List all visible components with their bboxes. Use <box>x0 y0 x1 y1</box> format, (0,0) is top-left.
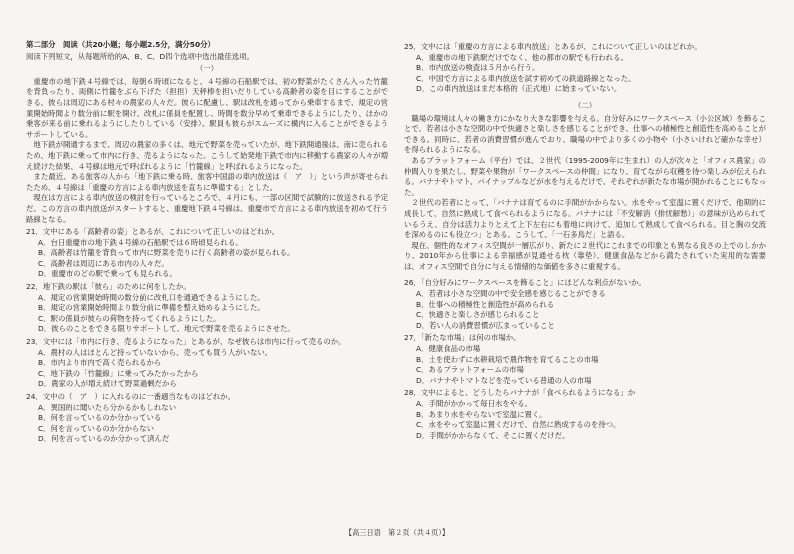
option: C．中国で方言による車内放送を試す初めての鉄道路線となった。 <box>416 73 636 83</box>
question-stem: 21．文中にある「高齢者の姿」とあるが、これについて正しいのはどれか。 <box>26 227 280 237</box>
option: B．何を言っているのか分かっている <box>38 413 162 423</box>
page-footer: 【高三日语 第２页（共４页）】 <box>344 528 450 537</box>
option: A．健康食品の市場 <box>416 344 481 354</box>
option: A．手間がかかって毎日水をやる。 <box>416 399 532 408</box>
question-21 <box>26 227 388 280</box>
passage-paragraph: あるプラットフォーム（平台）では、２世代（1995-2009年に生まれ）の人が次々と「オフィス農家」の仲間入りを果たし、野菜や果物が「ワークスペースの仲間」になり、育てながら収穫を待つ楽しみが伝えられる。バナナやトマト、パイナップルなどが水を与えるだけで、それぞれが新たな市場が開かれることにもなった。 <box>404 155 766 197</box>
option: C．あるプラットフォームの市場 <box>416 365 524 375</box>
question-stem: 25．文中には「重慶の方言による車内放送」とあるが、これについて正しいのはどれか。 <box>404 42 702 51</box>
passage-paragraph: 現在は方言による車内放送の検討を行っているところで、４月にも、一部の区間で試験的に放送される予定だ。この方言の車内放送がスタートすると、重慶地下鉄４号線は、重慶市で方言による車内放送を初めて行う路線となる。 <box>26 193 388 224</box>
instruction: 阅读下列短文，从每题所给的A、B、C、D四个选项中选出最佳选项。 <box>26 51 254 61</box>
question-stem: 27．「新たな市場」は何の市場か。 <box>404 333 521 343</box>
question-stem: 23．文中には「市内に行き、売るようになった」とあるが、なぜ彼らは市内に行って売るのか。 <box>26 337 346 347</box>
option: A．農村の人はほとんど持っていないから、売っても買う人がいない。 <box>38 347 273 357</box>
question-26 <box>404 278 766 331</box>
option: D．手間がかからなくて、そこに置くだけだ。 <box>416 430 570 440</box>
question-24 <box>26 392 388 445</box>
option: B．市内より市内で高く売られるから <box>38 358 162 368</box>
passage-paragraph: また最近、ある旅客の人から「地下鉄に乗る時、旅客中国語の車内放送は（ ア ）」という声が寄せられたため、４号線は「重慶の方言による車内放送を直ちに準備する」とした。 <box>26 172 388 192</box>
left-column <box>26 40 388 520</box>
option: A．異国的に聞いたら分かるかもしれない <box>38 402 177 412</box>
passage-paragraph: 現在、個性的なオフィス空間が一層広がり、新たに２世代にこれまでの印象とも異なる良さの上でのしかかり、2010年から仕事による幸福感が見通せる枕（靠垫）、健康食品などから満たされていた実用的な需要は、オフィス空間で自分に与える情緒的な価値を多さに重視する。 <box>404 240 766 271</box>
question-stem: 22．地下鉄の駅は「彼ら」のために何をしたか。 <box>26 282 191 292</box>
question-27 <box>404 333 766 386</box>
question-23 <box>26 337 388 390</box>
option: C．何を言っているのか分からない <box>38 423 155 433</box>
question-stem: 28．文中によると、どうしたらバナナが「食べられるようになる」か <box>404 388 636 398</box>
option-grid <box>26 403 388 445</box>
question-28 <box>404 388 766 441</box>
option: D．何を言っているのか分かって済んだ <box>38 434 170 444</box>
passage-paragraph: 職場の環境は人々の働き方にかなり大きな影響を与える。自分好みにワークスペース（小公区域）を飾ることで、若者は小さな空間の中で快適さと楽しさを感じることができ、仕事への積極性と創造性を高めることができる。同時に、若者の消費習慣が進んでおり、職場の中でより多くの小物や（小さいけれど確かな幸せ）を得られるようになる。 <box>404 113 766 155</box>
option: A．規定の営業開始時間の数分前に改札口を通過できるようにした。 <box>38 292 265 302</box>
section-title: 第二部分 阅读（共20小题；每小题2.5分，满分50分） <box>26 40 215 49</box>
option: A．重慶市の地下鉄駅だけでなく、他の都市の駅でも行われる。 <box>416 52 628 62</box>
question-22 <box>26 282 388 335</box>
option: B．仕事への積極性と創造性が高められる <box>416 299 555 309</box>
option: C．駅の係員が彼らの荷物を持ってくれるようにした。 <box>38 313 221 323</box>
question-25 <box>404 42 766 95</box>
question-stem: 26．「自分好みにワークスペースを飾ること」にほどんな利点がないか。 <box>404 278 646 288</box>
option: B．市内放送の検査は５月から行う。 <box>416 63 540 73</box>
option: B．土を使わずに水耕栽培で農作物を育てることの市場 <box>416 354 599 364</box>
option: D．重慶市のどの駅で乗っても見られる。 <box>38 269 177 279</box>
two-column-body <box>26 40 768 520</box>
option: C．水をやって室温に置くだけで、自然に熟成するのを待つ。 <box>416 420 621 430</box>
option: C．快適さと楽しさが感じられること <box>416 310 540 320</box>
option: D．若い人の消費習慣が広まっていること <box>416 320 555 330</box>
right-column <box>404 40 766 520</box>
option: A．台日重慶市の地下鉄４号線の石船駅では６時頃見られる。 <box>38 237 243 247</box>
option: B．規定の営業開始時間より数分前に準備を整え始めるようにした。 <box>38 303 265 313</box>
passage-label-1: （一） <box>195 64 219 74</box>
option: D．バナナやトマトなどを売っている普通の人の市場 <box>416 375 592 385</box>
passage-label-2: （二） <box>573 100 597 110</box>
option: B．高齢者は竹籠を背負って市内に野菜を売りに行く高齢者の姿が見られる。 <box>38 248 295 258</box>
question-stem: 24．文中の（ ア ）に入れるのに一番適当なものはどれか。 <box>26 392 235 401</box>
option: B．あまり水をやらないで室温に置く。 <box>416 409 547 419</box>
option: A．若者は小さな空間の中で安全感を感じることができる <box>416 289 606 299</box>
passage-paragraph: 重慶市の地下鉄４号線では、毎朝６時頃になると、４号線の石船駅では、初の野菜がたくさん入った竹籠を背負ったり、両側に竹籠をぶら下げた（担担）天秤棒を担いだりしている高齢者の姿を目にすることができる。彼らは周辺にある村々の農家の人々だ。彼らに配慮し、駅は改札を通ってから乗車するまで、規定の営業開始時間より数分前に駅を開け、改札に係員を配置し、時間を数分早めて乗車できるようにしたり、ほかの乗客が来る前に乗れるようにしたりしている（安排）。駅員も彼らがスムーズに構内に入ることができるようサポートしている。 <box>26 76 388 139</box>
passage-paragraph: ２世代の若者にとって、「バナナは育てるのに手間がかからない。水をやって室温に置くだけで、他期的に成長して、自然に熟成して食べられるようになる。バナナには「不安解消（排忧解愁）」の意味が込められているうえ、自分は活力よりとえて上下左右にも着地に向けて、追加して熟成して食べられる。目と胸の交流を深めるのにも役立つ」とある。こうして、「一石多鳥だ」と語る。 <box>404 198 766 240</box>
option: C．高齢者は周辺にある市内の人々だ。 <box>38 258 169 268</box>
passage-paragraph: 地下鉄が開通するまで、周辺の農家の多くは、地元で野菜を売っていたが、地下鉄開通後は、南に売られるため、地下鉄に乗って市内に行き、売るようになった。こうして始発地下鉄で市内に移動する農家の人々が増え続けた結果、４号線は地元で呼ばれるように「竹籠線」と呼ばれるようになった。 <box>26 140 388 171</box>
option: D．彼らのことをできる限りサポートして、地元で野菜を売るようにさせた。 <box>38 324 295 334</box>
option: D．農家の人が増え続けて野菜過剰だから <box>38 379 177 389</box>
option: D．この車内放送はまだ本格的（正式地）に始まっていない。 <box>416 84 622 94</box>
option: C．地下鉄の「竹籠線」に乗ってみたかったから <box>38 368 199 378</box>
